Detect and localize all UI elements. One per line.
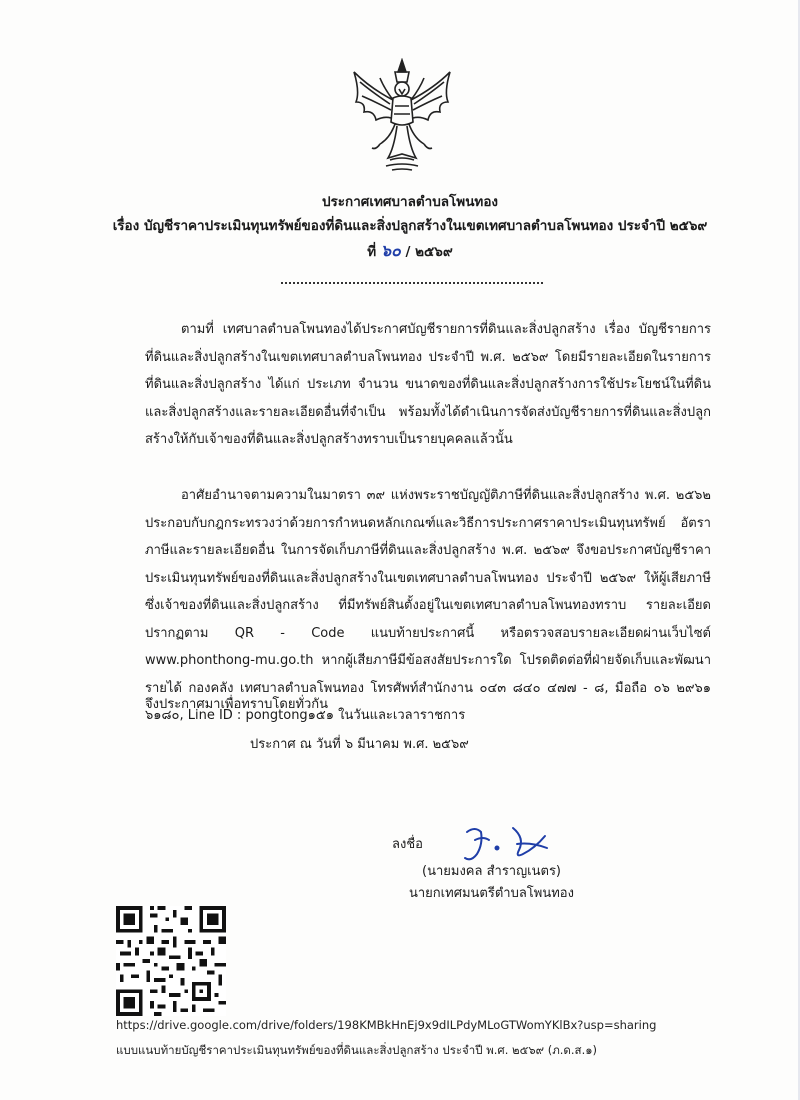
closing-line: จึงประกาศมาเพื่อทราบโดยทั่วกัน [145, 697, 329, 712]
announcement-title: ประกาศเทศบาลตำบลโพนทอง [321, 194, 499, 210]
dotted-divider [281, 282, 543, 284]
number-handwritten: ๖๐ [380, 241, 401, 260]
body-paragraph-2: อาศัยอำนาจตามความในมาตรา ๓๙ แห่งพระราชบัญญัติภาษีที่ดินและสิ่งปลูกสร้าง พ.ศ. ๒๕๖๒ ประกอบกับกฎกระทรวงว่าด้วยการกำหนดหลักเกณฑ์และวิธีการประกาศราคาประเมินทุนทรัพย์ อัตราภาษีและรายละเอียดอื่น ในการจัดเก็บภาษีที่ดินและสิ่งปลูกสร้าง พ.ศ. ๒๕๖๙ จึงขอประกาศบัญชีราคาประเมินทุนทรัพย์ของที่ดินและสิ่งปลูกสร้างในเขตเทศบาลตำบลโพนทอง ประจำปี ๒๕๖๙ ให้ผู้เสียภาษีซึ่งเจ้าของที่ดินและสิ่งปลูกสร้าง ที่มีทรัพย์สินตั้งอยู่ในเขตเทศบาลตำบลโพนทองทราบ รายละเอียดปรากฏตาม QR - Code แนบท้ายประกาศนี้ หรือตรวจสอบรายละเอียดผ่านเว็บไซต์ www.phonthong-mu.go.th หากผู้เสียภาษีมีข้อสงสัยประการใด โปรดติดต่อที่ฝ่ายจัดเก็บและพัฒนารายได้ กองคลัง เทศบาลตำบลโพนทอง โทรศัพท์สำนักงาน ๐๔๓ ๘๔๐ ๔๗๗ - ๘, มือถือ ๐๖ ๒๙๖๑ ๖๑๘๐, Line ID : pongtong๑๕๑ ในวันและเวลาราชการ [145, 488, 711, 723]
number-suffix: / ๒๕๖๙ [405, 244, 453, 260]
announcement-number [10, 240, 800, 263]
signer-position: นายกเทศมนตรีตำบลโพนทอง [409, 886, 574, 901]
number-prefix: ที่ [367, 244, 377, 260]
body-paragraph-1: ตามที่ เทศบาลตำบลโพนทองได้ประกาศบัญชีรายการที่ดินและสิ่งปลูกสร้าง เรื่อง บัญชีรายการที่ดินและสิ่งปลูกสร้างในเขตเทศบาลตำบลโพนทอง ประจำปี พ.ศ. ๒๕๖๙ โดยมีรายละเอียดในรายการที่ดินและสิ่งปลูกสร้าง ได้แก่ ประเภท จำนวน ขนาดของที่ดินและสิ่งปลูกสร้างการใช้ประโยชน์ในที่ดินและสิ่งปลูกสร้างและรายละเอียดอื่นที่จำเป็น พร้อมทั้งได้ดำเนินการจัดส่งบัญชีรายการที่ดินและสิ่งปลูกสร้างให้กับเจ้าของที่ดินและสิ่งปลูกสร้างทราบเป็นรายบุคคลแล้วนั้น [145, 322, 711, 447]
attachment-caption: แบบแนบท้ายบัญชีราคาประเมินทุนทรัพย์ของที่ดินและสิ่งปลูกสร้าง ประจำปี พ.ศ. ๒๕๖๙ (ภ.ด.ส.๑) [116, 1043, 598, 1057]
date-line: ประกาศ ณ วันที่ ๖ มีนาคม พ.ศ. ๒๕๖๙ [250, 737, 469, 752]
announcement-subject: เรื่อง บัญชีราคาประเมินทุนทรัพย์ของที่ดินและสิ่งปลูกสร้างในเขตเทศบาลตำบลโพนทอง ประจำปี ๒๕๖๙ [112, 218, 708, 234]
signature-label: ลงชื่อ [392, 837, 423, 852]
signer-name: (นายมงคล สำราญเนตร) [422, 864, 562, 879]
garuda-emblem-icon [350, 58, 454, 176]
qr-code-icon[interactable] [116, 906, 226, 1016]
drive-link[interactable]: https://drive.google.com/drive/folders/198KMBkHnEj9x9dILPdyMLoGTWomYKlBx?usp=sharing [116, 1018, 657, 1032]
